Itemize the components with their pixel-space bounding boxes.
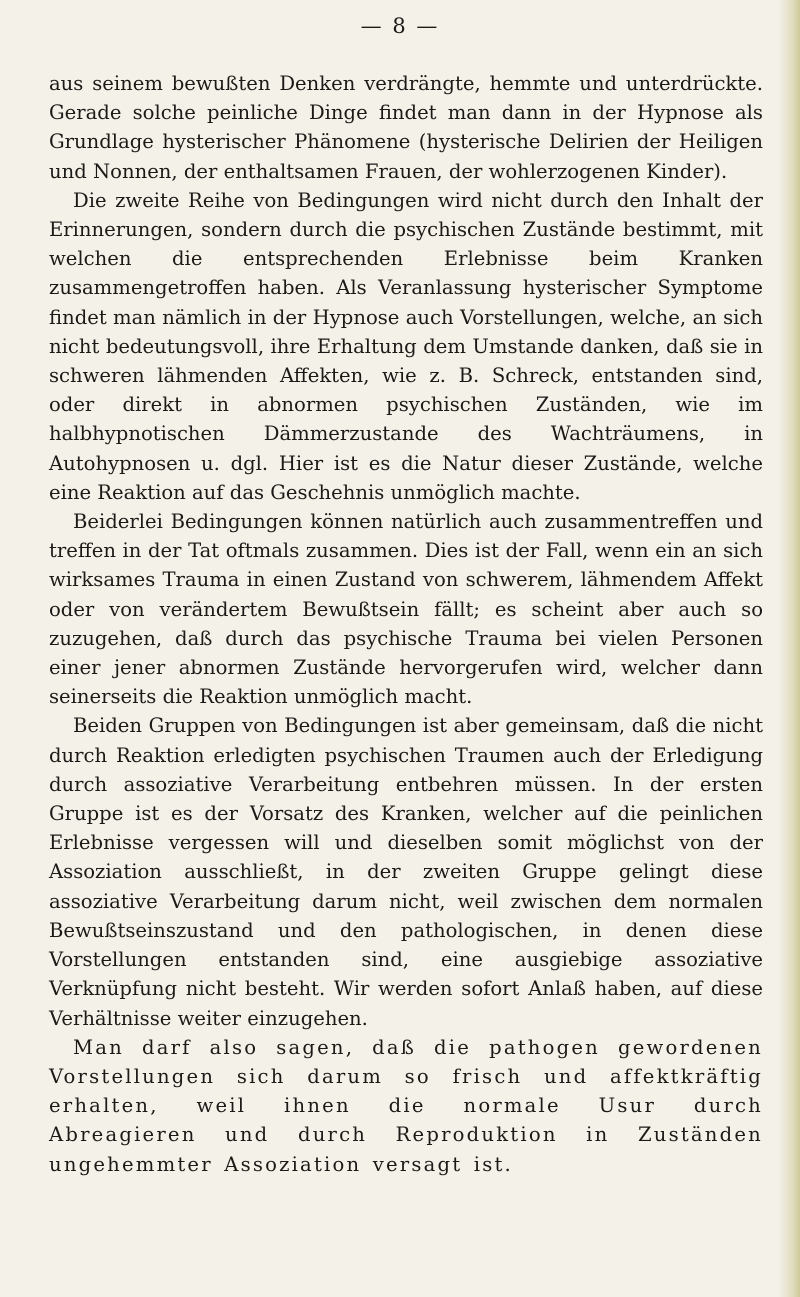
paragraph-2: Die zweite Reihe von Bedingungen wird nicht durch den Inhalt der Erinnerungen, sondern durch die psychischen Zustände bestimmt, mit welchen die entsprechenden Erlebnisse beim Kranken zusammengetroffen haben. Als Veranlassung hysterischer Symptome findet man nämlich in der Hypnose auch Vorstellungen, welche, an sich nicht bedeutungsvoll, ihre Erhaltung dem Umstande danken, daß sie in schweren lähmenden Affekten, wie z. B. Schreck, entstanden sind, oder direkt in abnormen psychischen Zuständen, wie im halbhypnotischen Dämmerzustande des Wachträumens, in Autohypnosen u. dgl. Hier ist es die Natur dieser Zustände, welche eine Reaktion auf das Geschehnis unmöglich machte. — [49, 188, 763, 504]
paragraph-5: Man darf also sagen, daß die pathogen gewordenen Vorstellungen sich darum so frisch und affektkräftig erhalten, weil ihnen die normale Usur durch Abreagieren und durch Reproduktion in Zuständen ungehemmter Assoziation versagt ist. — [49, 1035, 763, 1176]
paragraph-1: aus seinem bewußten Denken verdrängte, hemmte und unterdrückte. Gerade solche peinliche Dinge findet man dann in der Hypnose als Grundlage hysterischer Phänomene (hysterische Delirien der Heiligen und Nonnen, der enthaltsamen Frauen, der wohlerzogenen Kinder). — [49, 72, 763, 183]
scan-edge-shadow — [778, 0, 800, 1297]
paragraph-3: Beiderlei Bedingungen können natürlich auch zusammentreffen und treffen in der Tat oftmals zusammen. Dies ist der Fall, wenn ein an sich wirksames Trauma in einen Zustand von schwerem, lähmendem Affekt oder von verändertem Bewußtsein fällt; es scheint aber auch so zuzugehen, daß durch das psychische Trauma bei vielen Personen einer jener abnormen Zustände hervorgerufen wird, welcher dann seinerseits die Reaktion unmöglich macht. — [49, 510, 763, 709]
page-number: — 8 — — [360, 14, 440, 38]
paragraph-4: Beiden Gruppen von Bedingungen ist aber gemeinsam, daß die nicht durch Reaktion erledigten psychischen Traumen auch der Erledigung durch assoziative Verarbeitung entbehren müssen. In der ersten Gruppe ist es der Vorsatz des Kranken, welcher auf die peinlichen Erlebnisse vergessen will und dieselben somit möglichst von der Assoziation ausschließt, in der zweiten Gruppe gelingt diese assoziative Verarbeitung darum nicht, weil zwischen dem normalen Bewußtseinszustand und den pathologischen, in denen diese Vorstellungen entstanden sind, eine ausgiebige assoziative Verknüpfung nicht besteht. Wir werden sofort Anlaß haben, auf diese Verhältnisse weiter einzugehen. — [49, 714, 763, 1030]
page-body — [49, 69, 763, 1179]
